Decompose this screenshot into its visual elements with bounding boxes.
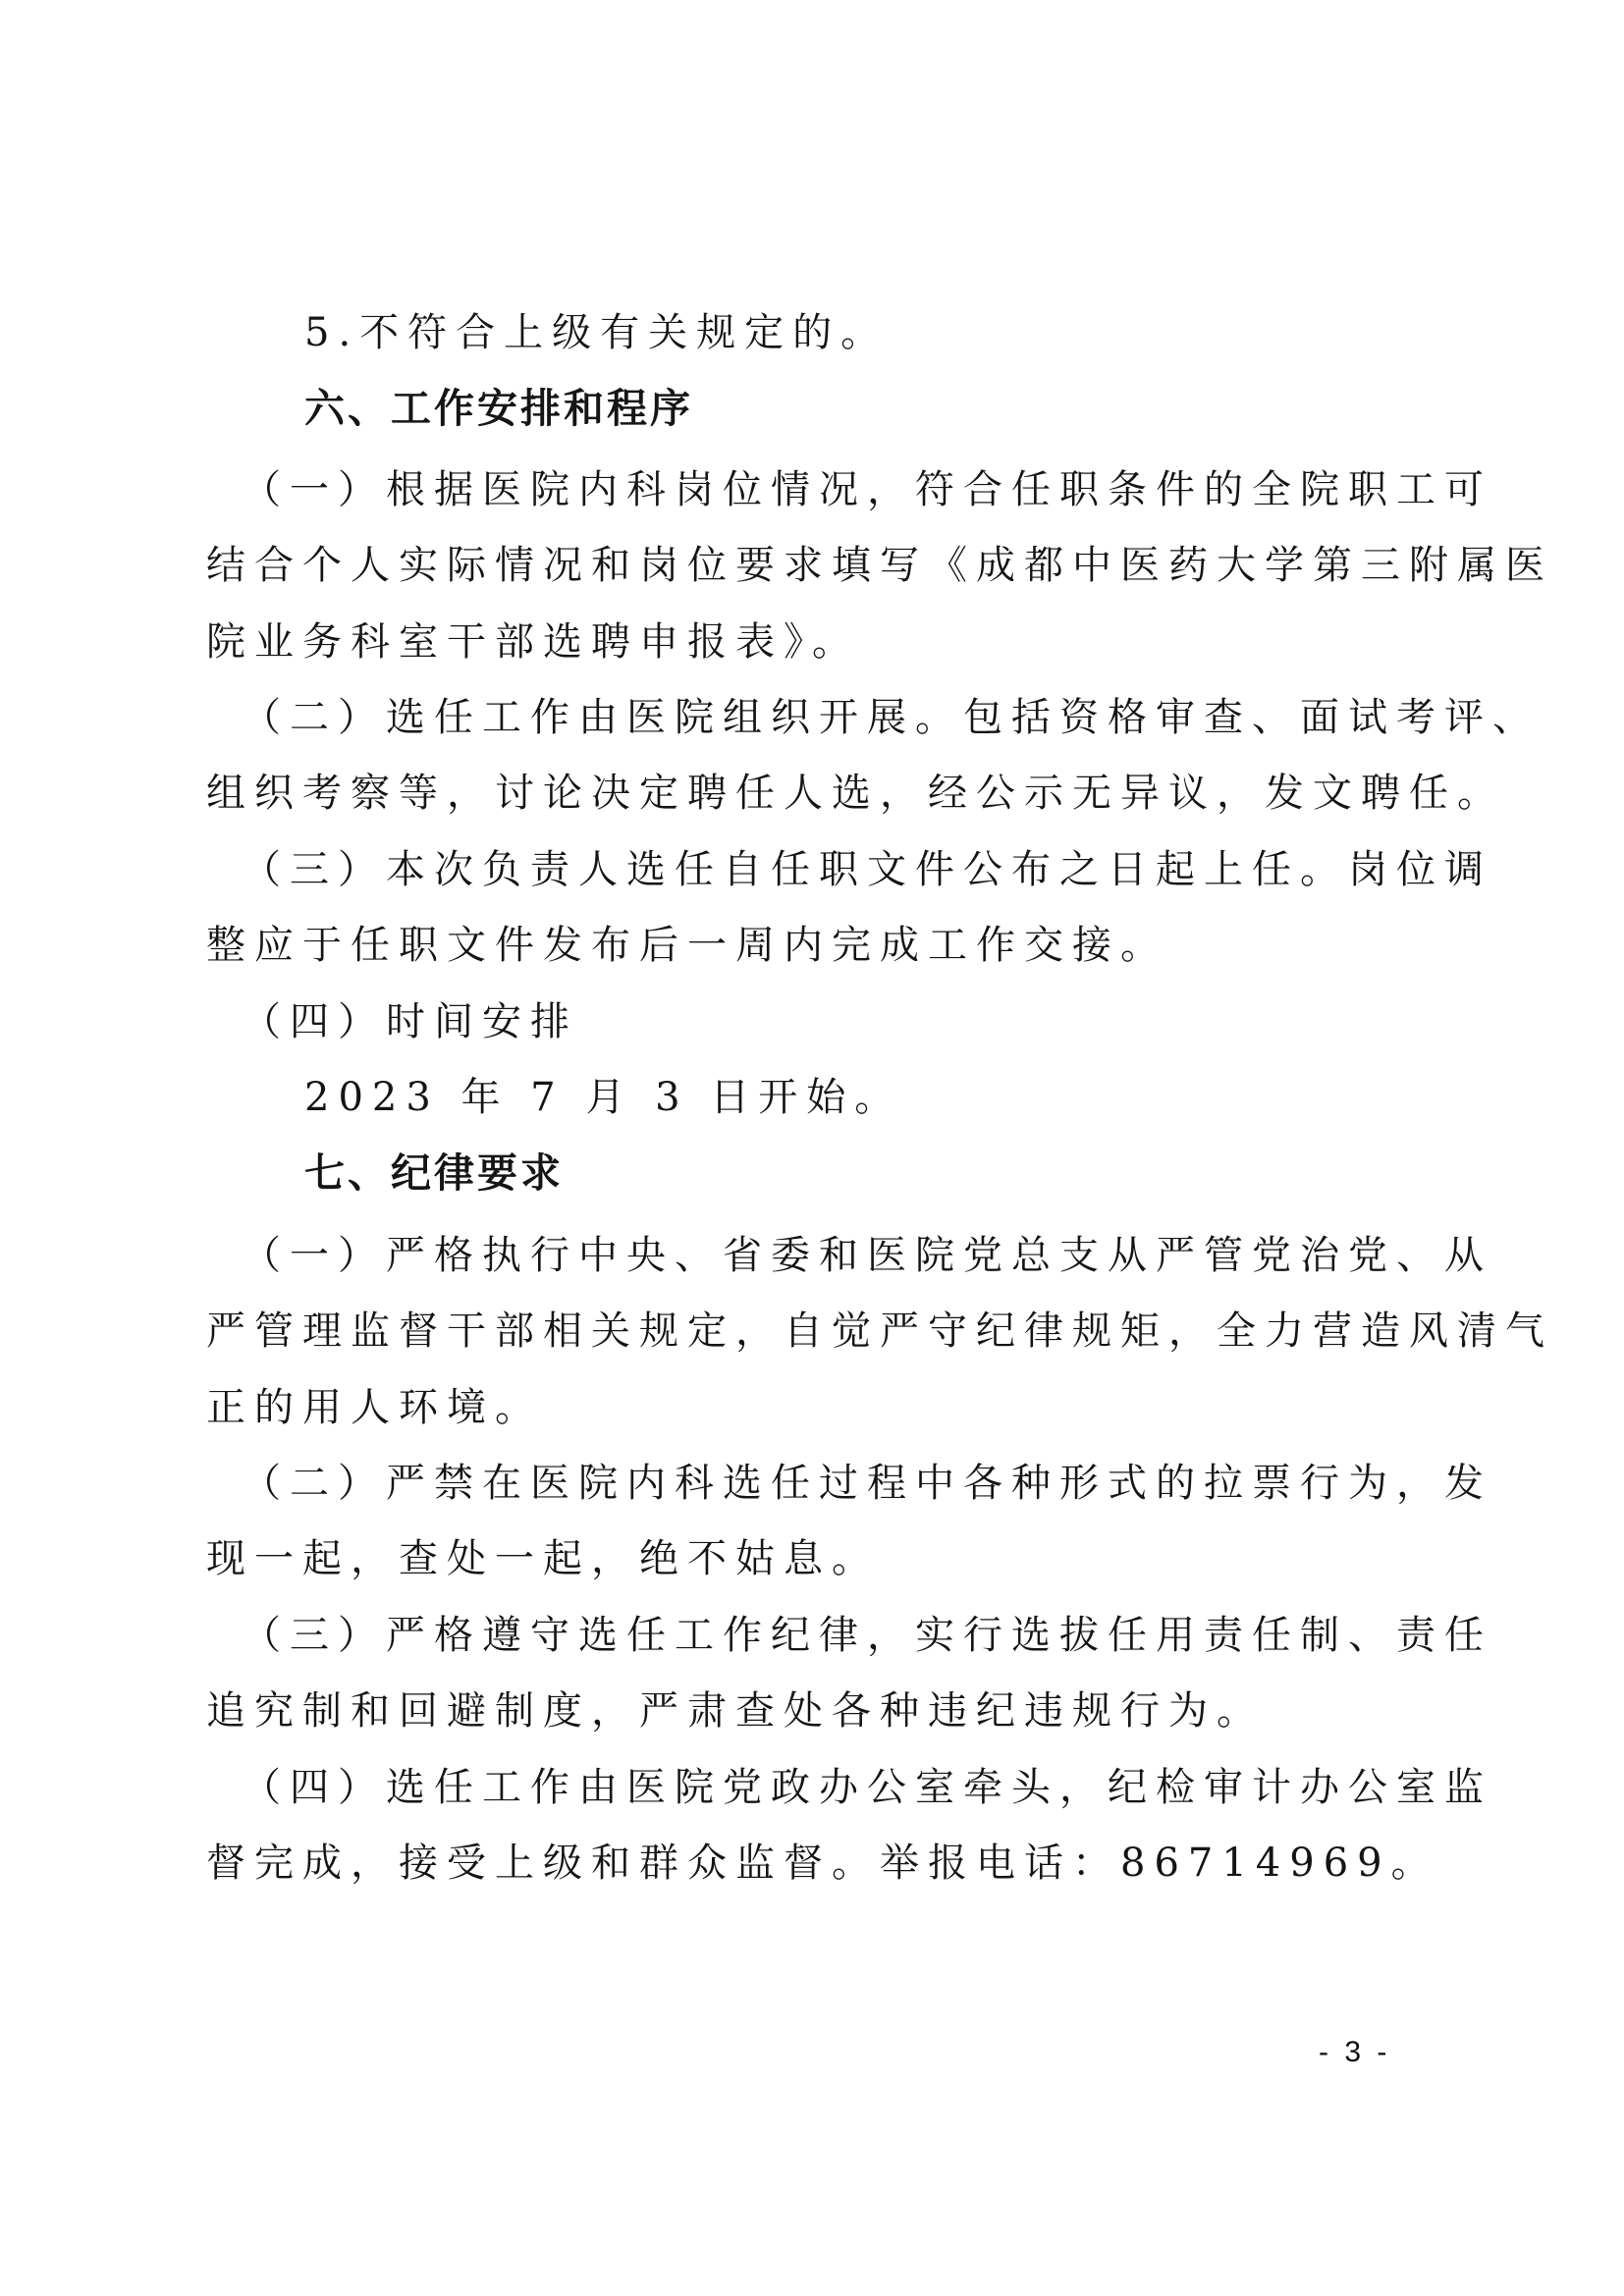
list-item-5: 5.不符合上级有关规定的。 [304,310,890,355]
paragraph-line: （三）严格遵守选任工作纪律，实行选拔任用责任制、责任 [242,1613,1492,1658]
paragraph-line: 组织考察等，讨论决定聘任人选，经公示无异议，发文聘任。 [206,771,1505,816]
paragraph-line: 追究制和回避制度，严肃查处各种违纪违规行为。 [206,1688,1265,1734]
paragraph-line: （二）严禁在医院内科选任过程中各种形式的拉票行为，发 [242,1461,1492,1506]
paragraph-line: （一）严格执行中央、省委和医院党总支从严管党治党、从 [242,1233,1492,1278]
paragraph-line: （四）选任工作由医院党政办公室牵头，纪检审计办公室监 [242,1765,1492,1810]
paragraph-line: （二）选任工作由医院组织开展。包括资格审查、面试考评、 [242,695,1541,740]
paragraph-line: 结合个人实际情况和岗位要求填写《成都中医药大学第三附属医 [206,543,1553,588]
paragraph-line: （四）时间安排 [242,999,578,1044]
paragraph-line: （一）根据医院内科岗位情况，符合任职条件的全院职工可 [242,467,1492,512]
paragraph-line: 院业务科室干部选聘申报表》。 [206,619,860,665]
paragraph-line: 严管理监督干部相关规定，自觉严守纪律规矩，全力营造风清气 [206,1308,1553,1354]
paragraph-line: 整应于任职文件发布后一周内完成工作交接。 [206,923,1168,968]
date-line: 2023 年 7 月 3 日开始。 [304,1075,903,1120]
section-heading-7: 七、纪律要求 [304,1149,564,1197]
paragraph-line: 现一起，查处一起，绝不姑息。 [206,1536,880,1581]
paragraph-line-contact: 督完成，接受上级和群众监督。举报电话：86714969。 [206,1841,1439,1886]
paragraph-line: （三）本次负责人选任自任职文件公布之日起上任。岗位调 [242,847,1492,892]
paragraph-line: 正的用人环境。 [206,1385,543,1430]
page-number: - 3 - [1319,2036,1391,2068]
section-heading-6: 六、工作安排和程序 [304,385,693,432]
